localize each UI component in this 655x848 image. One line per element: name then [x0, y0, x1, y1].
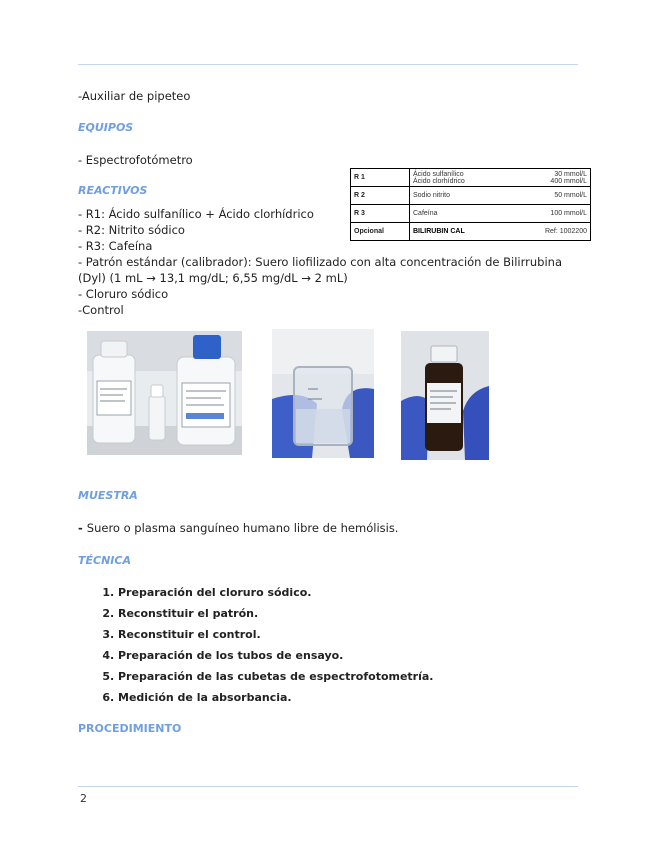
table-row [351, 169, 591, 187]
page-number: 2 [80, 792, 87, 805]
row-name: Sodio nitrito [410, 187, 509, 205]
reactivos-heading: REACTIVOS [78, 184, 148, 197]
reagent-table [350, 168, 591, 241]
row-value: Ref: 1002200 [508, 223, 590, 241]
equipos-heading: EQUIPOS [78, 121, 134, 134]
reactivo-control: -Control [78, 303, 124, 317]
beaker-image [272, 329, 374, 458]
reactivo-cloruro: - Cloruro sódico [78, 287, 169, 301]
table-row [351, 223, 591, 241]
photo-beaker [272, 329, 374, 458]
row-name-2: Ácido clorhídrico [413, 177, 465, 185]
table-row [351, 205, 591, 223]
list-item: 3. Reconstituir el control. [118, 626, 433, 647]
muestra-dash: - [78, 521, 87, 535]
list-item: 5. Preparación de las cubetas de espectrofotometría. [118, 668, 433, 689]
auxiliar-line: -Auxiliar de pipeteo [78, 89, 191, 103]
table-row [351, 187, 591, 205]
procedimiento-heading: PROCEDIMIENTO [78, 722, 182, 735]
reactivo-r3: - R3: Cafeína [78, 239, 153, 253]
row-value [508, 169, 590, 187]
tecnica-heading: TÉCNICA [78, 554, 131, 567]
reactivo-r1: - R1: Ácido sulfanílico + Ácido clorhídrico [78, 207, 314, 221]
muestra-heading: MUESTRA [78, 489, 138, 502]
row-key: R 2 [351, 187, 410, 205]
row-name: BILIRUBIN CAL [410, 223, 509, 241]
header-rule [78, 64, 578, 65]
espectro-line: - Espectrofotómetro [78, 153, 193, 167]
row-name-1: Ácido sulfanílico [413, 170, 464, 178]
row-key: R 3 [351, 205, 410, 223]
row-name: Cafeína [410, 205, 509, 223]
row-name [410, 169, 509, 187]
photo-reagent-bottles [87, 331, 242, 455]
row-value: 100 mmol/L [508, 205, 590, 223]
footer-rule [78, 786, 578, 787]
dark-vial-image [401, 331, 489, 460]
row-key: Opcional [351, 223, 410, 241]
row-value: 50 mmol/L [508, 187, 590, 205]
photo-dark-vial [401, 331, 489, 460]
list-item: 2. Reconstituir el patrón. [118, 605, 433, 626]
row-value-2: 400 mmol/L [550, 177, 587, 185]
muestra-line [78, 520, 398, 536]
row-value-1: 30 mmol/L [554, 170, 587, 178]
list-item: 6. Medición de la absorbancia. [118, 689, 433, 710]
reactivo-patron: - Patrón estándar (calibrador): Suero liofilizado con alta concentración de Bilirrubina (Dyl) (1 mL → 13,1 mg/dL; 6,55 mg/dL → 2 mL) [78, 255, 562, 285]
reagent-bottles-image [87, 331, 242, 455]
row-key: R 1 [351, 169, 410, 187]
list-item: 4. Preparación de los tubos de ensayo. [118, 647, 433, 668]
list-item: 1. Preparación del cloruro sódico. [118, 584, 433, 605]
tecnica-steps [78, 584, 433, 710]
muestra-text: Suero o plasma sanguíneo humano libre de hemólisis. [86, 521, 399, 535]
reactivo-r2: - R2: Nitrito sódico [78, 223, 185, 237]
